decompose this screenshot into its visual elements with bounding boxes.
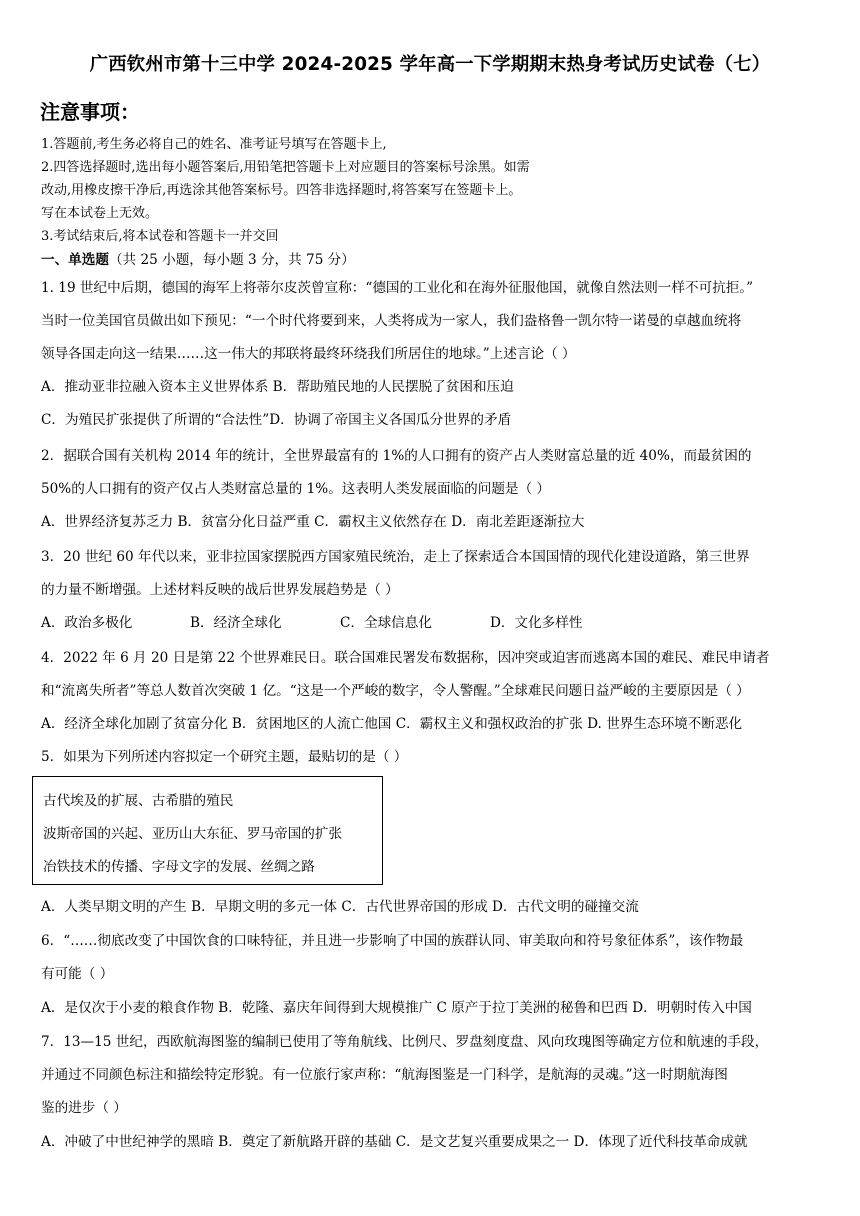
question-text-line: 的力量不断增强。上述材料反映的战后世界发展趋势是（ ） <box>41 582 399 598</box>
answer-options: A．世界经济复苏乏力 B．贫富分化日益严重 C．霸权主义依然存在 D．南北差距逐渐拉大 <box>41 514 585 530</box>
question-text-line: 并通过不同颜色标注和描绘特定形貌。有一位旅行家声称：“航海图鉴是一门科学，是航海的灵魂。”这一时期航海图 <box>41 1067 728 1083</box>
question-text-line: 1. 19 世纪中后期，德国的海军上将蒂尔皮茨曾宣称：“德国的工业化和在海外征服他国，就像自然法则一样不可抗拒。” <box>41 280 754 296</box>
notice-line: 3.考试结束后,将本试卷和答题卡一并交回 <box>41 229 279 244</box>
notice-line: 2.四答选择题时,选出每小题答案后,用铅笔把答题卡上对应题目的答案标号涂黑。如需 <box>41 160 530 175</box>
question-text-line: 50%的人口拥有的资产仅占人类财富总量的 1%。这表明人类发展面临的问题是（ ） <box>41 481 551 497</box>
answer-options: A．经济全球化加剧了贫富分化 B．贫困地区的人流亡他国 C．霸权主义和强权政治的扩张 D. 世界生态环境不断恶化 <box>41 716 743 732</box>
answer-options: A．推动亚非拉融入资本主义世界体系 B．帮助殖民地的人民摆脱了贫困和压迫 <box>41 379 514 395</box>
question-text-line: 2．据联合国有关机构 2014 年的统计，全世界最富有的 1%的人口拥有的资产占人类财富总量的近 40%，而最贫困的 <box>41 448 752 464</box>
answer-option-c: C．全球信息化 <box>340 615 432 631</box>
material-line: 冶铁技术的传播、字母文字的发展、丝绸之路 <box>43 859 315 875</box>
exam-title: 广西钦州市第十三中学 2024-2025 学年高一下学期期末热身考试历史试卷（七） <box>89 54 771 75</box>
answer-options: C．为殖民扩张提供了所谓的“合法性”D．协调了帝国主义各国瓜分世界的矛盾 <box>41 412 512 428</box>
answer-option-d: D．文化多样性 <box>490 615 583 631</box>
answer-options: A．是仅次于小麦的粮食作物 B．乾隆、嘉庆年间得到大规模推广 C 原产于拉丁美洲的秘鲁和巴西 D．明朝时传入中国 <box>41 1000 752 1016</box>
answer-options: A．冲破了中世纪神学的黑暗 B．奠定了新航路开辟的基础 C．是文艺复兴重要成果之一 D．体现了近代科技革命成就 <box>41 1134 748 1150</box>
notice-heading: 注意事项： <box>40 100 140 124</box>
section-title: 一、单选题 <box>41 252 109 268</box>
material-line: 波斯帝国的兴起、亚历山大东征、罗马帝国的扩张 <box>43 826 343 842</box>
section-heading <box>41 248 355 268</box>
question-text-line: 鉴的进步（ ） <box>41 1100 127 1116</box>
question-text-line: 和“流离失所者”等总人数首次突破 1 亿。“这是一个严峻的数字，令人警醒。”全球难民问题日益严峻的主要原因是（ ） <box>41 683 750 699</box>
question-text-line: 领导各国走向这一结果……这一伟大的邦联将最终环绕我们所居住的地球。”上述言论（ ） <box>41 346 576 362</box>
answer-option-b: B．经济全球化 <box>190 615 282 631</box>
material-line: 古代埃及的扩展、古希腊的殖民 <box>43 793 234 809</box>
notice-line: 改动,用橡皮擦干净后,再选涂其他答案标号。四答非选择题时,将答案写在签题卡上。 <box>41 183 522 198</box>
notice-line: 1.答题前,考生务必将自己的姓名、准考证号填写在答题卡上, <box>41 137 387 152</box>
section-info: （共 25 小题，每小题 3 分，共 75 分） <box>108 252 355 268</box>
question-text-line: 7．13—15 世纪，西欧航海图鉴的编制已使用了等角航线、比例尺、罗盘刻度盘、风向玫瑰图等确定方位和航速的手段， <box>41 1034 769 1050</box>
answer-option-a: A．政治多极化 <box>41 615 133 631</box>
question-text-line: 当时一位美国官员做出如下预见：“一个时代将要到来，人类将成为一家人，我们盎格鲁一凯尔特一诺曼的卓越血统将 <box>41 313 742 329</box>
material-box <box>32 776 383 885</box>
question-text-line: 6．“……彻底改变了中国饮食的口味特征，并且进一步影响了中国的族群认同、审美取向和符号象征体系”，该作物最 <box>41 933 744 949</box>
notice-line: 写在本试卷上无效。 <box>41 206 159 221</box>
question-text-line: 3．20 世纪 60 年代以来，亚非拉国家摆脱西方国家殖民统治，走上了探索适合本国国情的现代化建设道路，第三世界 <box>41 549 750 565</box>
question-text-line: 5．如果为下列所述内容拟定一个研究主题，最贴切的是（ ） <box>41 749 408 765</box>
question-text-line: 有可能（ ） <box>41 966 114 982</box>
question-text-line: 4．2022 年 6 月 20 日是第 22 个世界难民日。联合国难民署发布数据称，因冲突或迫害而逃离本国的难民、难民申请者 <box>41 650 770 666</box>
answer-options: A．人类早期文明的产生 B．早期文明的多元一体 C．古代世界帝国的形成 D．古代文明的碰撞交流 <box>41 899 639 915</box>
